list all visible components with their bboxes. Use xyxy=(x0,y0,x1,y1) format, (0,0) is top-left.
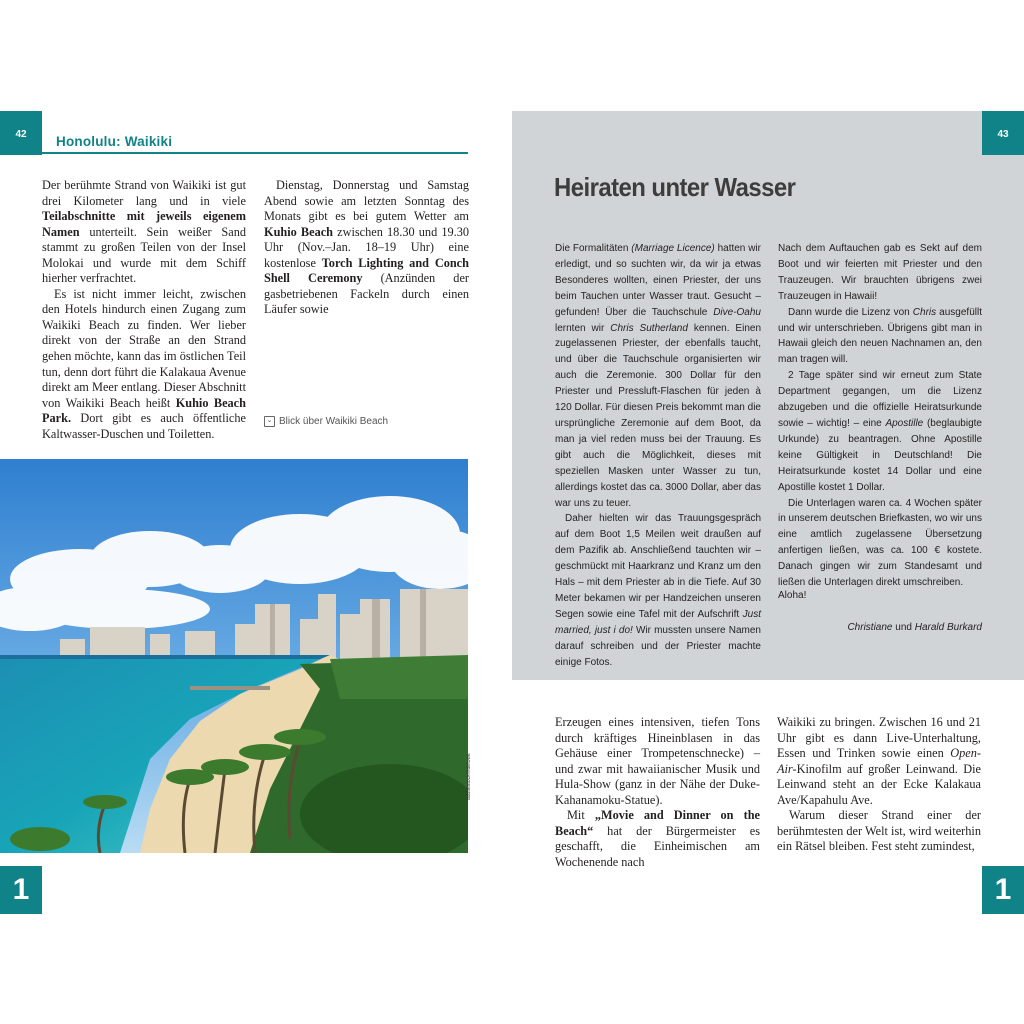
page-number-left: 42 xyxy=(0,111,42,155)
italic-text: (Marriage Licence) xyxy=(631,243,715,254)
paragraph: Die Unterlagen waren ca. 4 Wochen später in unserem deutschen Briefkasten, wo wir uns eine amtlich zugelassene Übersetzung anfertigen ließen, was ca. 100 € kostete. Danach gingen wir zum Standesamt und ließen die Unterlagen direkt umschreiben. xyxy=(778,497,982,589)
text-span: Wir mussten unsere Namen darauf schreiben und der Priester machte einige Fotos. xyxy=(555,624,761,668)
text-span: Die Formalitäten xyxy=(555,243,632,254)
left-text-column-2 xyxy=(264,178,469,318)
right-text-column-2 xyxy=(777,715,981,855)
text-span: Dort gibt es auch öffentliche Kaltwasser-Duschen und Toiletten. xyxy=(42,411,246,441)
caption-text: Blick über Waikiki Beach xyxy=(279,416,389,427)
text-span: Daher hielten wir das Trauungsgespräch auf dem Boot 1,5 Meilen weit draußen auf dem Pazifik ab. Anschließend tauchten wir – geschmückt mit Haarkranz und Kranz um den Hals – mit dem Priester ab in die Tiefe. Auf 30 Meter bekamen wir per Handzeichen unseren Segen sowie eine Tafel mit der Aufschrift xyxy=(555,513,761,620)
paragraph xyxy=(777,715,981,808)
box-text-column-2 xyxy=(778,241,982,591)
paragraph xyxy=(778,368,982,495)
section-tab-right: 1 xyxy=(982,866,1024,914)
paragraph xyxy=(42,178,246,287)
text-span: hat der Bürgermeister es geschafft, die Einheimischen am Wochenende nach xyxy=(555,823,760,869)
bold-text: Kuhio Beach Park. xyxy=(42,395,246,426)
signature xyxy=(778,622,982,633)
text-span: lernten wir xyxy=(555,322,611,334)
text-span: (beglaubigte Urkunde) zu beantragen. Ohne Apostille keine Gültigkeit in Deutschland! Die Heiratsurkunde kostet 14 Dollar und eine Apostille kostet 1 Dollar. xyxy=(778,417,982,493)
paragraph xyxy=(555,808,760,870)
page-number-right: 43 xyxy=(982,111,1024,155)
box-title: Heiraten unter Wasser xyxy=(554,172,796,202)
bold-text: Teilabschnitte mit jeweils eigenem Namen xyxy=(42,209,246,239)
waikiki-beach-photo xyxy=(0,459,468,853)
photo-caption xyxy=(264,416,388,427)
italic-text: Open-Air- xyxy=(777,746,981,776)
paragraph: Warum dieser Strand einer der berühmtesten der Welt ist, wird weiterhin ein Rätsel bleiben. Fest steht zumindest, xyxy=(777,808,981,854)
italic-text: Dive-Oahu xyxy=(713,306,761,318)
paragraph xyxy=(264,178,469,318)
text-span: ausgefüllt und wir unterschrieben. Übrigens gibt man in Hawaii gleich den neuen Nachnamen an, den man tragen will. xyxy=(778,306,982,366)
text-span: hatten wir erledigt, und so suchten wir, da wir ja etwas Besonderes wollten, einen Priester, der uns beim Tauchen unter Wasser traut. Gesucht – gefunden! Über die Tauchschule xyxy=(555,243,761,318)
text-span: (Anzünden der gasbetriebenen Fackeln durch einen Läufer sowie xyxy=(264,271,469,317)
italic-text: Apostille xyxy=(885,417,924,429)
text-span: Kinofilm auf großer Leinwand. Die Leinwand steht an der Ecke Kalakaua Ave/Kapahulu Ave. xyxy=(777,761,981,807)
text-span: Mit xyxy=(567,808,595,823)
paragraph xyxy=(555,511,761,670)
header-rule xyxy=(42,152,468,154)
text-span: Es ist nicht immer leicht, zwischen den Hotels hindurch einen Zugang zum Waikiki Beach zu finden. Wer lieber direkt von der Straße an den Strand gehen möchte, kann das im östlichen Teil tun, denn dort führt die Kalakaua Avenue direkt am Meer entlang. Dieser Abschnitt von Waikiki Beach heißt xyxy=(42,286,246,410)
text-span: 2 Tage später sind wir erneut zum State Department gegangen, um die Lizenz abzugeben und die offizielle Heiratsurkunde sowie – wichtig! – eine xyxy=(778,370,982,429)
paragraph: Erzeugen eines intensiven, tiefen Tons durch kräftiges Hineinblasen in das Gehäuse einer Trompetenschnecke) – und zwar mit hawaiianischer Musik und Hula-Show (ganz in der Nähe der Duke-Kahanamoku-Statue). xyxy=(555,715,760,807)
paragraph xyxy=(555,241,761,511)
left-text-column-1 xyxy=(42,178,246,442)
author-name: Harald Burkard xyxy=(914,622,982,633)
bold-text: „Movie and Dinner on the Beach“ xyxy=(555,808,760,838)
paragraph: Nach dem Auftauchen gab es Sekt auf dem Boot und wir feierten mit Priester und den Trauzeugen. Wir brauchten übrigens zwei Trauzeugen in Hawaii! xyxy=(778,243,982,302)
text-span: und xyxy=(892,622,915,633)
paragraph xyxy=(778,305,982,369)
paragraph xyxy=(42,287,246,442)
italic-text: Chris xyxy=(912,306,937,318)
text-span: kennen. Einen zugelassenen Priester, der ebenfalls taucht, und über die Tauchschule organisierten wir auch die Zeremonie. 300 Dollar für den Priester und Pressluft-Flaschen für jeden à 120 Dollar. Für diesen Preis bekommt man die ursprüngliche Zeremonie auf dem Boot, da man ja viel reden muss bei der Trauung. Es gibt auch die Möglichkeit, dieses mit speziellen Masken unter Wasser zu tun, allerdings kostet das ca. 3000 Dollar, aber das war uns zu teuer. xyxy=(555,322,762,509)
bold-text: Kuhio Beach xyxy=(264,224,334,239)
text-span: Dann wurde die Lizenz von xyxy=(788,306,913,318)
section-tab-left: 1 xyxy=(0,866,42,914)
text-span: unterteilt. Sein weißer Sand stammt zu großen Teilen von der Insel Molokai und wurde mit dem Schiff hierher verfrachtet. xyxy=(42,224,246,286)
box-text-column-1 xyxy=(555,241,761,670)
running-header-title: Honolulu: Waikiki xyxy=(56,134,173,149)
text-span: Waikiki zu bringen. Zwischen 16 und 21 Uhr gibt es dann Live-Unterhaltung, Essen und Trinken sowie einen xyxy=(777,715,981,761)
right-text-column-1 xyxy=(555,715,760,870)
italic-text: Chris Sutherland xyxy=(610,322,688,334)
bold-text: Torch Lighting and Conch Shell Ceremony xyxy=(264,255,469,286)
author-name: Christiane xyxy=(847,622,893,633)
aloha-text: Aloha! xyxy=(778,590,807,601)
italic-text: Just married, just i do! xyxy=(555,608,761,636)
text-span: zwischen 18.30 und 19.30 Uhr (Nov.–Jan. 18–19 Uhr) eine kostenlose xyxy=(264,224,469,270)
photo-credit: adobestock©Idetowe xyxy=(466,753,472,800)
text-span: Der berühmte Strand von Waikiki ist gut drei Kilometer lang und in viele xyxy=(42,178,246,208)
chevron-down-icon: ⌄ xyxy=(264,416,275,427)
text-span: Dienstag, Donnerstag und Samstag Abend sowie am letzten Sonntag des Monats gibt es bei gutem Wetter am xyxy=(264,178,469,224)
